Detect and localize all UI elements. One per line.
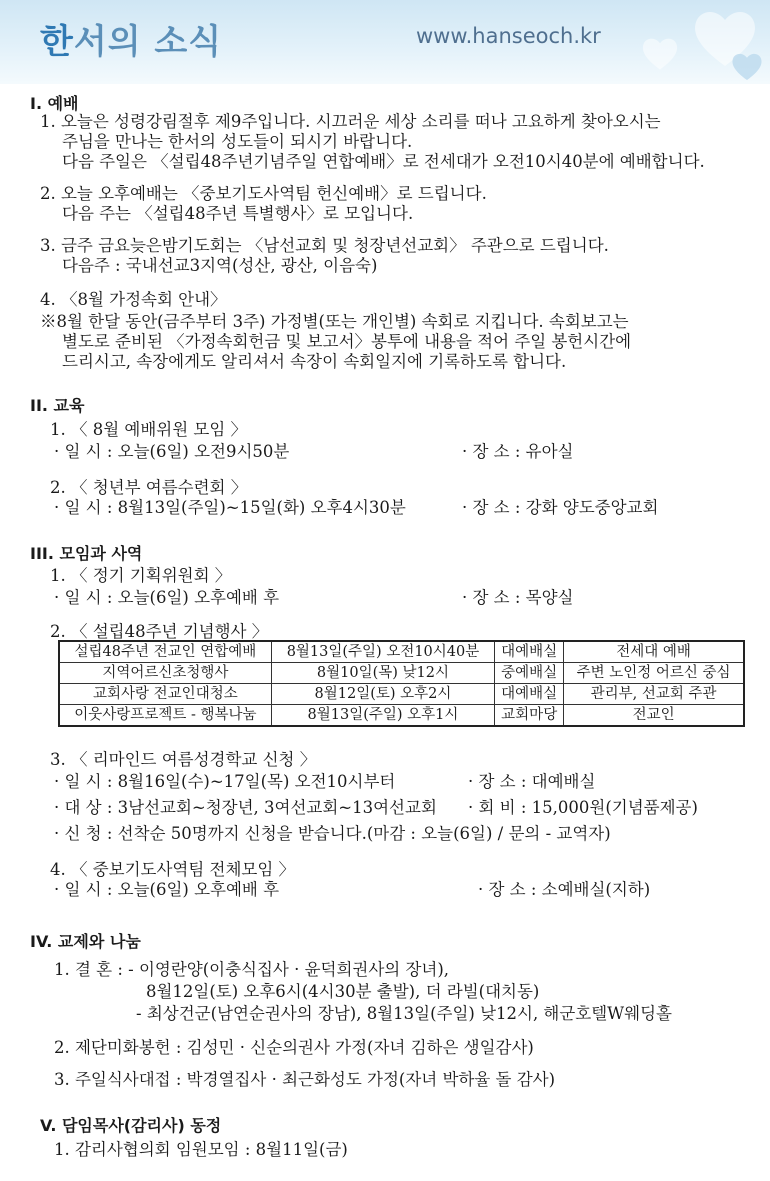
worship-item-4: 드리시고, 속장에게도 알리셔서 속장이 속회일지에 기록하도록 합니다. — [62, 352, 567, 371]
education-item-1: 1. 〈 8월 예배위원 모임 〉 — [50, 420, 248, 439]
section-title-meetings: III. 모임과 사역 — [30, 544, 143, 563]
heart-decoration-icon — [640, 34, 680, 72]
meetings-item-1-place: · 장 소 : 목양실 — [462, 588, 574, 607]
meetings-item-3-time: · 일 시 : 8월16일(수)~17일(목) 오전10시부터 — [54, 772, 396, 791]
meetings-item-3-fee: · 회 비 : 15,000원(기념품제공) — [468, 798, 698, 817]
event-note: 전교인 — [564, 705, 744, 727]
event-note: 주변 노인정 어르신 중심 — [564, 663, 744, 684]
website-url[interactable]: www.hanseoch.kr — [416, 24, 601, 48]
section-title-pastor: V. 담임목사(감리사) 동정 — [40, 1116, 222, 1135]
worship-item-1: 주님을 만나는 한서의 성도들이 되시기 바랍니다. — [62, 132, 413, 151]
meetings-item-3-apply: · 신 청 : 선착순 50명까지 신청을 받습니다.(마감 : 오늘(6일) / 문의 - 교역자) — [54, 824, 611, 843]
worship-item-3: 다음주 : 국내선교3지역(성산, 광산, 이음숙) — [62, 256, 378, 275]
event-name: 교회사랑 전교인대청소 — [59, 684, 271, 705]
fellowship-item-1: 1. 결 혼 : - 이영란양(이충식집사 · 윤덕희권사의 장녀), — [54, 960, 450, 979]
event-name: 지역어르신초청행사 — [59, 663, 271, 684]
section-title-fellowship: IV. 교제와 나눔 — [30, 932, 141, 951]
education-item-2-time: · 일 시 : 8월13일(주일)~15일(화) 오후4시30분 — [54, 498, 406, 517]
worship-item-4: 4. 〈8월 가정속회 안내〉 — [40, 290, 227, 309]
worship-item-1: 다음 주일은 〈설립48주년기념주일 연합예배〉로 전세대가 오전10시40분에 예배합니다. — [62, 152, 705, 171]
fellowship-item-1: 8월12일(토) 오후6시(4시30분 출발), 더 라빌(대치동) — [146, 982, 540, 1001]
fellowship-item-3: 3. 주일식사대접 : 박경열집사 · 최근화성도 가정(자녀 박하율 돌 감사) — [54, 1070, 556, 1089]
event-time: 8월12일(토) 오후2시 — [271, 684, 494, 705]
table-row — [59, 684, 744, 705]
header-banner — [0, 0, 770, 84]
event-time: 8월13일(주일) 오전10시40분 — [271, 641, 494, 663]
section-title-education: II. 교육 — [30, 396, 85, 415]
event-place: 중예배실 — [495, 663, 564, 684]
event-time: 8월10일(목) 낮12시 — [271, 663, 494, 684]
meetings-item-4-place: · 장 소 : 소예배실(지하) — [478, 880, 651, 899]
education-item-2-place: · 장 소 : 강화 양도중앙교회 — [462, 498, 659, 517]
worship-item-4: ※8월 한달 동안(금주부터 3주) 가정별(또는 개인별) 속회로 지킵니다. 속회보고는 — [40, 312, 629, 331]
section-title-worship: I. 예배 — [30, 94, 79, 113]
meetings-item-1-time: · 일 시 : 오늘(6일) 오후예배 후 — [54, 588, 280, 607]
meetings-item-4-time: · 일 시 : 오늘(6일) 오후예배 후 — [54, 880, 280, 899]
meetings-item-3-target: · 대 상 : 3남선교회~청장년, 3여선교회~13여선교회 — [54, 798, 437, 817]
pastor-item-1: 1. 감리사협의회 임원모임 : 8월11일(금) — [54, 1140, 348, 1159]
meetings-item-3-place: · 장 소 : 대예배실 — [468, 772, 596, 791]
meetings-item-2: 2. 〈 설립48주년 기념행사 〉 — [50, 622, 269, 641]
meetings-item-4: 4. 〈 중보기도사역팀 전체모임 〉 — [50, 860, 296, 879]
worship-item-3: 3. 금주 금요늦은밤기도회는 〈남선교회 및 청장년선교회〉 주관으로 드립니다. — [40, 236, 609, 255]
event-name: 설립48주년 전교인 연합예배 — [59, 641, 271, 663]
education-item-1-time: · 일 시 : 오늘(6일) 오전9시50분 — [54, 442, 290, 461]
table-row — [59, 641, 744, 663]
event-note: 전세대 예배 — [564, 641, 744, 663]
worship-item-1: 1. 오늘은 성령강림절후 제9주입니다. 시끄러운 세상 소리를 떠나 고요하게 찾아오시는 — [40, 112, 661, 131]
education-item-1-place: · 장 소 : 유아실 — [462, 442, 574, 461]
event-note: 관리부, 선교회 주관 — [564, 684, 744, 705]
newsletter-title: 한서의 소식 — [40, 22, 223, 62]
table-row — [59, 663, 744, 684]
anniversary-events-table — [58, 640, 745, 727]
event-place: 교회마당 — [495, 705, 564, 727]
worship-item-2: 다음 주는 〈설립48주년 특별행사〉로 모입니다. — [62, 204, 414, 223]
event-time: 8월13일(주일) 오후1시 — [271, 705, 494, 727]
heart-decoration-icon — [730, 50, 764, 82]
fellowship-item-2: 2. 제단미화봉헌 : 김성민 · 신순의권사 가정(자녀 김하은 생일감사) — [54, 1038, 534, 1057]
table-row — [59, 705, 744, 727]
event-place: 대예배실 — [495, 684, 564, 705]
event-name: 이웃사랑프로젝트 - 행복나눔 — [59, 705, 271, 727]
meetings-item-3: 3. 〈 리마인드 여름성경학교 신청 〉 — [50, 750, 317, 769]
worship-item-4: 별도로 준비된 〈가정속회헌금 및 보고서〉봉투에 내용을 적어 주일 봉헌시간에 — [62, 332, 632, 351]
event-place: 대예배실 — [495, 641, 564, 663]
education-item-2: 2. 〈 청년부 여름수련회 〉 — [50, 478, 248, 497]
worship-item-2: 2. 오늘 오후예배는 〈중보기도사역팀 헌신예배〉로 드립니다. — [40, 184, 487, 203]
fellowship-item-1: - 최상건군(남연순권사의 장남), 8월13일(주일) 낮12시, 해군호텔W웨딩홀 — [136, 1004, 672, 1023]
meetings-item-1: 1. 〈 정기 기획위원회 〉 — [50, 566, 232, 585]
